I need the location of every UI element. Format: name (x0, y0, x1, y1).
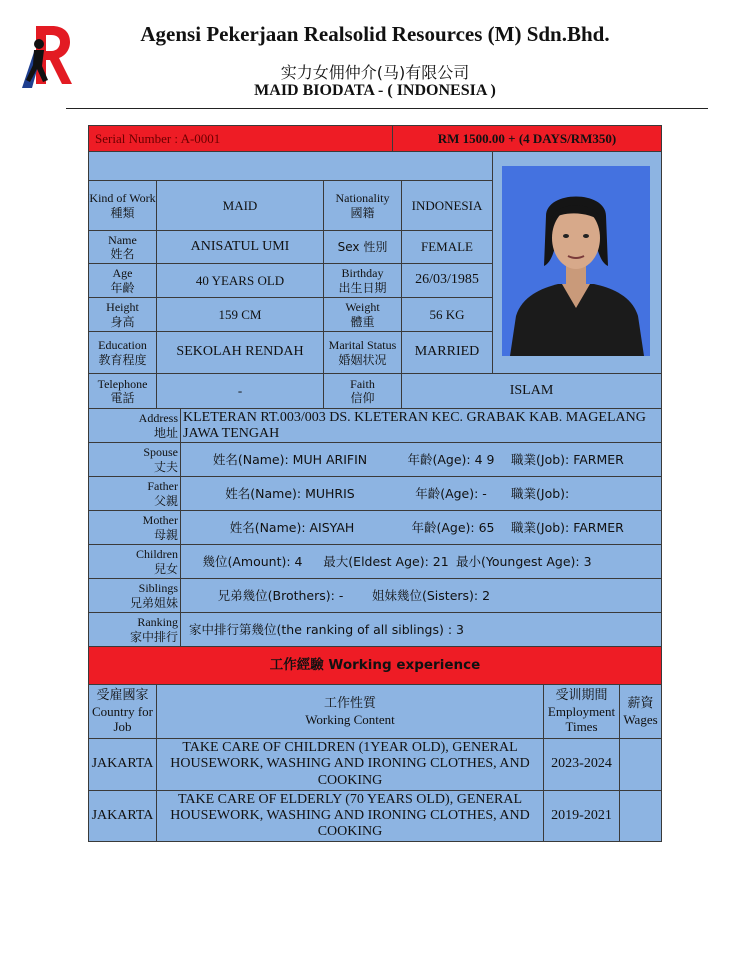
sisters-count: 姐妹幾位(Sisters): 2 (372, 588, 491, 603)
birthday-value: 26/03/1985 (401, 263, 493, 298)
price: RM 1500.00 + (4 DAYS/RM350) (392, 125, 662, 152)
spacer-row (88, 151, 493, 181)
work-row-wages (619, 790, 662, 842)
father-age: 年齡(Age): - (415, 486, 487, 501)
siblings-details (180, 578, 662, 613)
col-times-header: 受训期間 Employment Times (543, 684, 620, 739)
ranking-label: Ranking 家中排行 (88, 612, 181, 647)
col-content-header: 工作性質 Working Content (156, 684, 544, 739)
ranking-value: 家中排行第幾位(the ranking of all siblings) : 3 (189, 622, 464, 637)
children-amount: 幾位(Amount): 4 (202, 554, 303, 569)
marital-status-value: MARRIED (401, 331, 493, 374)
company-name: Agensi Pekerjaan Realsolid Resources (M) Sdn.Bhd. (140, 22, 610, 46)
weight-value: 56 KG (401, 297, 493, 332)
nationality-value: INDONESIA (401, 180, 493, 231)
name-label: Name 姓名 (88, 230, 157, 264)
father-name: 姓名(Name): MUHRIS (225, 486, 355, 501)
spouse-name: 姓名(Name): MUH ARIFIN (212, 452, 368, 467)
age-value: 40 YEARS OLD (156, 263, 324, 298)
mother-age: 年齡(Age): 65 (411, 520, 495, 535)
age-label: Age 年齡 (88, 263, 157, 298)
working-experience-heading: 工作經驗 Working experience (88, 646, 662, 685)
address-label: Address 地址 (88, 408, 181, 443)
telephone-value: - (156, 373, 324, 409)
children-details (180, 544, 662, 579)
work-row-times: 2019-2021 (543, 790, 620, 842)
person-portrait-icon (502, 166, 650, 356)
father-details (180, 476, 662, 511)
mother-details (180, 510, 662, 545)
faith-label: Faith 信仰 (323, 373, 402, 409)
address-value: KLETERAN RT.003/003 DS. KLETERAN KEC. GRABAK KAB. MAGELANG JAWA TENGAH (180, 408, 662, 443)
work-row-content: TAKE CARE OF CHILDREN (1YEAR OLD), GENERAL HOUSEWORK, WASHING AND IRONING CLOTHES, AND COOKING (156, 738, 544, 791)
spouse-age: 年齡(Age): 4 9 (407, 452, 495, 467)
education-label: Education 教育程度 (88, 331, 157, 374)
ranking-details (180, 612, 662, 647)
nationality-label: Nationality 國籍 (323, 180, 402, 231)
work-row-country: JAKARTA (88, 790, 157, 842)
work-row-wages (619, 738, 662, 791)
name-value: ANISATUL UMI (156, 230, 324, 264)
col-wages-header: 薪資 Wages (619, 684, 662, 739)
brothers-count: 兄弟幾位(Brothers): - (217, 588, 344, 603)
mother-job: 職業(Job): FARMER (511, 520, 624, 535)
work-row-times: 2023-2024 (543, 738, 620, 791)
birthday-label: Birthday 出生日期 (323, 263, 402, 298)
header-divider (66, 108, 708, 109)
col-country-header: 受雇國家 Country for Job (88, 684, 157, 739)
sex-label: Sex 性別 (323, 230, 402, 264)
kind-of-work-label: Kind of Work 種類 (88, 180, 157, 231)
marital-status-label: Marital Status 婚姻状况 (323, 331, 402, 374)
serial-number: Serial Number : A-0001 (88, 125, 393, 152)
education-value: SEKOLAH RENDAH (156, 331, 324, 374)
work-row-country: JAKARTA (88, 738, 157, 791)
siblings-label: Siblings 兄弟姐妹 (88, 578, 181, 613)
sex-value: FEMALE (401, 230, 493, 264)
maid-photo (502, 166, 650, 356)
children-label: Children 兒女 (88, 544, 181, 579)
mother-name: 姓名(Name): AISYAH (229, 520, 355, 535)
spouse-details (180, 442, 662, 477)
children-eldest-age: 最大(Eldest Age): 21 (323, 554, 449, 569)
mother-label: Mother 母親 (88, 510, 181, 545)
spouse-label: Spouse 丈夫 (88, 442, 181, 477)
children-youngest-age: 最小(Youngest Age): 3 (456, 554, 592, 569)
spouse-job: 職業(Job): FARMER (511, 452, 624, 467)
faith-value: ISLAM (401, 373, 662, 409)
company-name-chinese: 实力女佣仲介(马)有限公司 (280, 63, 470, 82)
height-value: 159 CM (156, 297, 324, 332)
telephone-label: Telephone 電話 (88, 373, 157, 409)
document-title: MAID BIODATA - ( INDONESIA ) (254, 82, 496, 99)
father-job: 職業(Job): (511, 486, 570, 501)
work-row-content: TAKE CARE OF ELDERLY (70 YEARS OLD), GENERAL HOUSEWORK, WASHING AND IRONING CLOTHES, AND COOKING (156, 790, 544, 842)
kind-of-work-value: MAID (156, 180, 324, 231)
father-label: Father 父親 (88, 476, 181, 511)
height-label: Height 身高 (88, 297, 157, 332)
weight-label: Weight 體重 (323, 297, 402, 332)
